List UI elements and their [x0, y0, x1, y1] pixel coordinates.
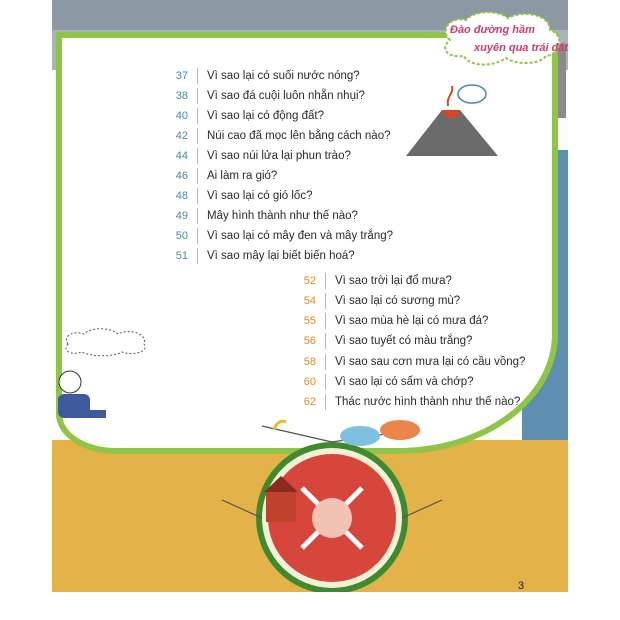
divider	[325, 313, 326, 329]
divider	[197, 228, 198, 244]
toc-page-number: 51	[175, 250, 188, 262]
divider	[197, 128, 198, 144]
toc-item[interactable]	[292, 331, 472, 351]
toc-item[interactable]	[164, 246, 355, 266]
divider	[325, 293, 326, 309]
toc-title: Vì sao trời lại đổ mưa?	[335, 275, 452, 287]
toc-item[interactable]	[292, 291, 460, 311]
toc-page-number: 56	[303, 335, 316, 347]
chapter-badge	[438, 10, 568, 68]
toc-item[interactable]	[292, 372, 474, 392]
toc-page-number: 46	[175, 170, 188, 182]
speech-cloud-icon	[438, 10, 568, 68]
toc-title: Mây hình thành như thế nào?	[207, 210, 358, 222]
toc-title: Vì sao lại có mây đen và mây trắng?	[207, 230, 394, 242]
toc-page-number: 38	[175, 90, 188, 102]
toc-item[interactable]	[164, 106, 324, 126]
toc-item[interactable]	[292, 352, 525, 372]
toc-item[interactable]	[164, 126, 390, 146]
toc-title: Thác nước hình thành như thế nào?	[335, 396, 521, 408]
toc-page-number: 48	[175, 190, 188, 202]
toc-page-number: 55	[303, 315, 316, 327]
toc-title: Vì sao sau cơn mưa lại có cầu vồng?	[335, 356, 526, 368]
toc-page-number: 58	[303, 356, 316, 368]
divider	[197, 108, 198, 124]
toc-item[interactable]	[164, 206, 358, 226]
toc-item[interactable]	[292, 311, 488, 331]
toc-page-number: 54	[303, 295, 316, 307]
toc-item[interactable]	[164, 86, 365, 106]
toc-title: Vì sao núi lửa lại phun trào?	[207, 150, 351, 162]
toc-item[interactable]	[164, 226, 393, 246]
toc-page-number: 60	[303, 376, 316, 388]
toc-item[interactable]	[164, 66, 360, 86]
page-number: 3	[518, 580, 525, 592]
toc-page-number: 42	[175, 130, 188, 142]
divider	[197, 68, 198, 84]
divider	[325, 394, 326, 410]
toc-page-number: 44	[175, 150, 188, 162]
toc-title: Vì sao đá cuội luôn nhẵn nhụi?	[207, 90, 365, 102]
badge-line-1: Đào đường hầm	[450, 24, 535, 36]
divider	[325, 273, 326, 289]
toc-page-number: 50	[175, 230, 188, 242]
character-illustration	[52, 370, 112, 432]
divider	[325, 333, 326, 349]
toc-page-number: 52	[303, 275, 316, 287]
toc-item[interactable]	[164, 146, 351, 166]
toc-page-number: 62	[303, 396, 316, 408]
toc-page-number: 49	[175, 210, 188, 222]
toc-item[interactable]	[164, 186, 312, 206]
divider	[325, 354, 326, 370]
divider	[197, 148, 198, 164]
divider	[197, 248, 198, 264]
toc-title: Vì sao lại có sấm và chớp?	[335, 376, 474, 388]
toc-item[interactable]	[292, 392, 520, 412]
divider	[197, 188, 198, 204]
divider	[325, 374, 326, 390]
volcano-illustration	[402, 84, 502, 160]
book-page	[52, 0, 568, 592]
toc-title: Vì sao lại có sương mù?	[335, 295, 461, 307]
divider	[197, 88, 198, 104]
toc-item[interactable]	[292, 271, 452, 291]
toc-title: Vì sao lại có động đất?	[207, 110, 324, 122]
thought-cloud-illustration	[58, 326, 154, 358]
toc-page-number: 37	[175, 70, 188, 82]
divider	[197, 168, 198, 184]
toc-title: Vì sao tuyết có màu trắng?	[335, 335, 473, 347]
toc-page-number: 40	[175, 110, 188, 122]
toc-title: Vì sao mây lại biết biến hoá?	[207, 250, 355, 262]
toc-title: Vì sao lại có gió lốc?	[207, 190, 313, 202]
toc-title: Ai làm ra gió?	[207, 170, 278, 182]
toc-title: Vì sao mùa hè lại có mưa đá?	[335, 315, 489, 327]
divider	[197, 208, 198, 224]
badge-line-2: xuyên qua trái đất	[474, 42, 568, 54]
toc-item[interactable]	[164, 166, 277, 186]
toc-title: Núi cao đã mọc lên bằng cách nào?	[207, 130, 391, 142]
toc-title: Vì sao lại có suối nước nóng?	[207, 70, 360, 82]
watermelon-wheel-illustration	[202, 400, 462, 592]
